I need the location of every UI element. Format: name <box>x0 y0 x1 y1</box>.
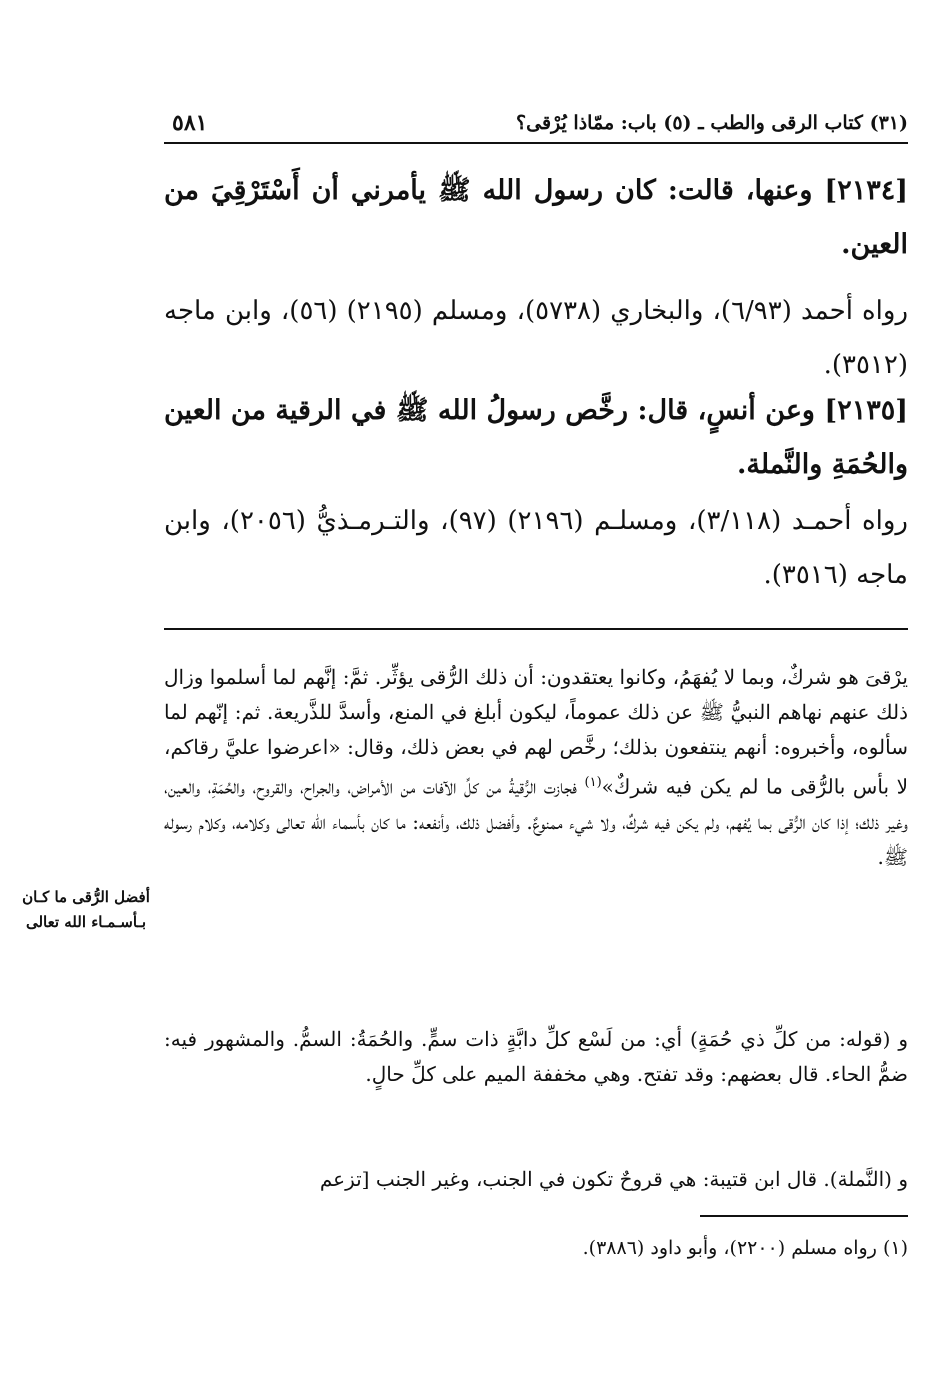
commentary-paragraph-3: و (النَّملة). قال ابن قتيبة: هي قروحٌ تكون في الجنب، وغير الجنب [تزعم <box>319 1167 908 1191</box>
commentary-paragraph-2: و (قوله: من كلِّ ذي حُمَةٍ) أي: من لَسْع كلِّ دابَّةٍ ذات سمٍّ. والحُمَةُ: السمُّ. والمشهور فيه: ضمُّ الحاء. قال بعضهم: وقد تفتح. وهي مخففة الميم على كلِّ حالٍ. <box>164 1027 908 1086</box>
margin-note: أفضل الرُّقى ما كـان بـأسـمـاء الله تعالى <box>22 888 150 931</box>
hadith-2135-text: [٢١٣٥] وعن أنسٍ، قال: رخَّص رسولُ الله ﷺ في الرقية من العين والحُمَةِ والنَّملة. <box>164 395 908 480</box>
footnote: (١) رواه مسلم (٢٢٠٠)، وأبو داود (٣٨٨٦). <box>582 1237 908 1259</box>
hadith-2134-sources: رواه أحمد (٦/٩٣)، والبخاري (٥٧٣٨)، ومسلم (٢١٩٥) (٥٦)، وابن ماجه (٣٥١٢). <box>164 296 909 380</box>
running-title: (٣١) كتاب الرقى والطب ـ (٥) باب: ممّاذا يُرْقى؟ <box>516 112 908 134</box>
commentary-text: فجازت الرُّقيةُ من كلِّ الآفات من الأمراض، والجراح، والقروح، والحُمَةِ، والعين، وغير ذلك؛ إذا كان الرُّقى بما يُفهم، ولم يكن فيه شركٌ، ولا شيء ممنوعٌ. وأفضل ذلك، وأنفعه: ما كان بأسماء الله تعالى وكلامه، وكلام رسوله ﷺ. <box>164 774 908 869</box>
commentary-text: يرْقىَ هو شركٌ، وبما لا يُفهَمُ، وكانوا يعتقدون: أن ذلك الرُّقى يؤثِّر. ثمَّ: إنَّهم لما أسلموا وزال ذلك عنهم نهاهم النبيُّ ﷺ عن ذلك عموماً، ليكون أبلغ في المنع، وأسدَّ للذَّريعة. ثم: إنّهم لما سألوه، وأخبروه: أنهم ينتفعون بذلك؛ رخَّص لهم في بعض ذلك، وقال: «اعرضوا عليَّ رقاكم، لا بأس بالرُّقى ما لم يكن فيه شركٌ» <box>164 665 908 799</box>
footnote-marker[interactable]: (١) <box>584 775 602 790</box>
footnote-rule <box>700 1215 908 1217</box>
page-number: ٥٨١ <box>172 110 208 136</box>
hadith-2134-text: [٢١٣٤] وعنها، قالت: كان رسول الله ﷺ يأمرني أن أَسْتَرْقِيَ من العين. <box>164 175 908 260</box>
hadith-2135-sources: رواه أحمـد (٣/١١٨)، ومسلـم (٢١٩٦) (٩٧)، والتـرمـذيُّ (٢٠٥٦)، وابن ماجه (٣٥١٦). <box>164 506 908 590</box>
commentary-paragraph-1 <box>164 660 908 875</box>
page-header <box>164 108 908 144</box>
section-divider <box>164 628 908 630</box>
